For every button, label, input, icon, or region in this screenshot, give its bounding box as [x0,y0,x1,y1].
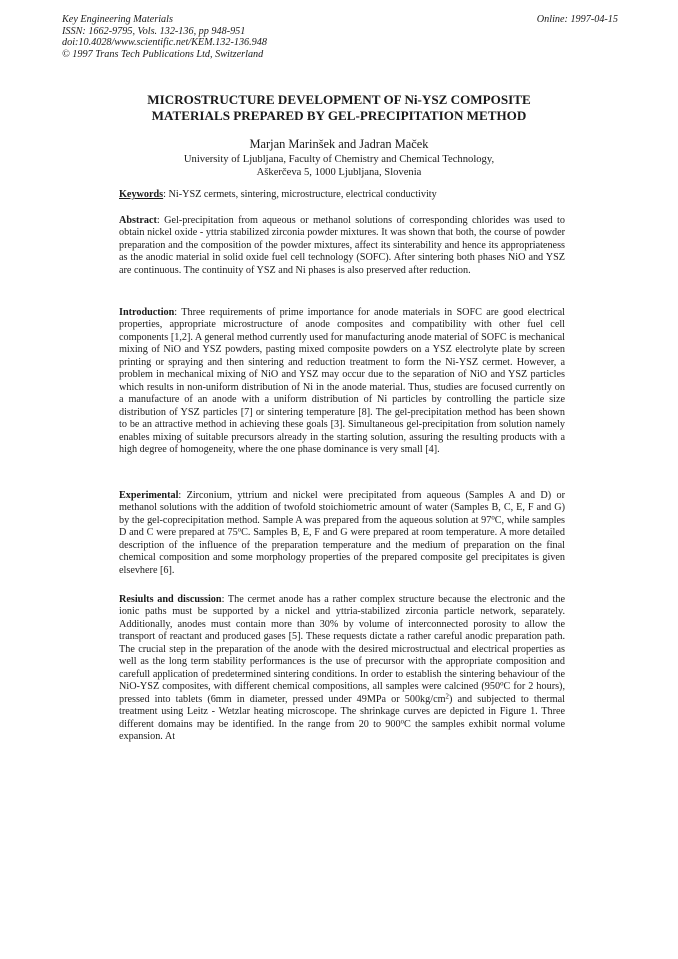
results-label: Resiults and discussion [119,594,222,605]
degree-superscript: o [237,526,242,534]
squared-superscript: 2 [445,693,449,701]
keywords [119,189,565,201]
introduction-text: : Three requirements of prime importance for anode materials in SOFC are good electrical properties, appropriate microstructure of anode composites and compatibility with other fuel cell components [1,2]. A general method currently used for manufacturing anode material of SOFC is mechanical mixing of NiO and YSZ powders, pasting mixed composite powders on a YSZ electrolyte plate by screen printing or spraying and then sintering and reduction treatment to form the Ni-YSZ cermet. However, a problem in mechanical mixing of NiO and YSZ may occur due to the separation of NiO and YSZ particles which results in non-uniform distribution of Ni in the anode material. Thus, studies are focused currently on a manufacture of an anode with a uniform distribution of Ni particles by controlling the particle size distribution of YSZ particles [7] or sintering temperature [8]. The gel-precipitation method has been shown to be an attractive method in achieving these goals [3]. Simultaneous gel-precipitation from solution namely enables mixing of suitable precursors already in the starting solution, assuring the resulting products with a high degree of homogeneity, where the one phase dominance is very small [4]. [119,307,565,455]
experimental-text-3: C. Samples B, E, F and G were prepared at room temperature. A more detailed description of the influence of the preparation temperature and the medium of preparation on the final chemical composition and some morphology properties of the prepared composite gel precipitates is given elsevhere [6]. [119,527,566,576]
results-text-1: : The cermet anode has a rather complex structure because the electronic and the ionic paths must be supported by a nickel and yttria-stabilized zirconia particle network, separately. Additionally, anodes must contain more than 30% by volume of interconnected porosity to allow the transport of reactant and produced gases [5]. These requests dictate a rather careful anodic preparation path. The crucial step in the preparation of the anode with the desired microstructual and electrical properties as well as the long term stability performances is the use of precursor with the appropriate composition and carefull application of predetermined sintering conditions. In order to establish the sintering behaviour of the NiO-YSZ composites, with different chemical compositions, all samples were calcined (950 [119,594,565,693]
experimental-text-2: C, while samples D and C were prepared at 75 [119,514,565,539]
experimental-label: Experimental [119,490,179,501]
degree-superscript: o [491,514,495,522]
introduction-label: Introduction [119,307,175,318]
author-list: Marjan Marinšek and Jadran Maček [249,137,429,151]
results-text-4: C the samples exhibit normal volume expansion. At [119,718,565,742]
journal-name: Key Engineering Materials [62,14,173,25]
doi-line: doi:10.4028/www.scientific.net/KEM.132-136.948 [62,37,267,49]
results-paragraph [119,594,565,743]
introduction-paragraph [119,307,565,456]
experimental-paragraph [119,490,565,577]
title-line-1: MICROSTRUCTURE DEVELOPMENT OF Ni-YSZ COMPOSITE [147,92,531,107]
degree-superscript: o [500,680,504,688]
affiliation [0,153,678,179]
online-date: Online: 1997-04-15 [536,14,618,25]
issn-line: ISSN: 1662-9795, Vols. 132-136, pp 948-951 [62,25,246,37]
journal-header [62,14,618,60]
title-line-2: MATERIALS PREPARED BY GEL-PRECIPITATION METHOD [151,108,527,123]
results-text-3: ) and subjected to thermal treatment using Leitz - Wetzlar heating microscope. The shrinkage curves are depicted in Figure 1. Three different domains may be identified. In the range from 20 to 900 [119,693,565,730]
degree-superscript: o [400,718,404,726]
paper-title [0,92,678,124]
abstract-text: : Gel-precipitation from aqueous or methanol solutions of corresponding chlorides was used to obtain nickel oxide - yttria stabilized zirconia powder mixtures. It was shown that both, the course of powder preparation and the composition of the powder mixtures, affect its sinterability and hence its appropriateness as the anodic material in solid oxide fuel cell technology (SOFC). After sintering both phases NiO and YSZ are continuous. The continuity of YSZ and Ni phases is also preserved after reduction. [119,215,565,276]
experimental-text-1: : Zirconium, yttrium and nickel were precipitated from aqueous (Samples A and D) or methanol solutions with the addition of twofold stoichiometric amount of water (Samples B, C, E, F and G) by the gel-coprecipitation method. Sample A was prepared from the aqueous solution at 97 [119,490,565,526]
abstract-paragraph [119,215,565,277]
keywords-text: : Ni-YSZ cermets, sintering, microstructure, electrical conductivity [163,189,437,200]
copyright-line: © 1997 Trans Tech Publications Ltd, Switzerland [62,48,264,60]
affiliation-line-2: Aškerčeva 5, 1000 Ljubljana, Slovenia [256,167,422,179]
results-text-2: C for 2 hours), pressed into tablets (6mm in diameter, pressed under 49MPa or 500kg/cm [119,681,565,705]
affiliation-line-1: University of Ljubljana, Faculty of Chemistry and Chemical Technology, [183,154,495,165]
citation-info [62,14,618,60]
abstract-label: Abstract [119,215,157,226]
keywords-label: Keywords [119,189,164,200]
